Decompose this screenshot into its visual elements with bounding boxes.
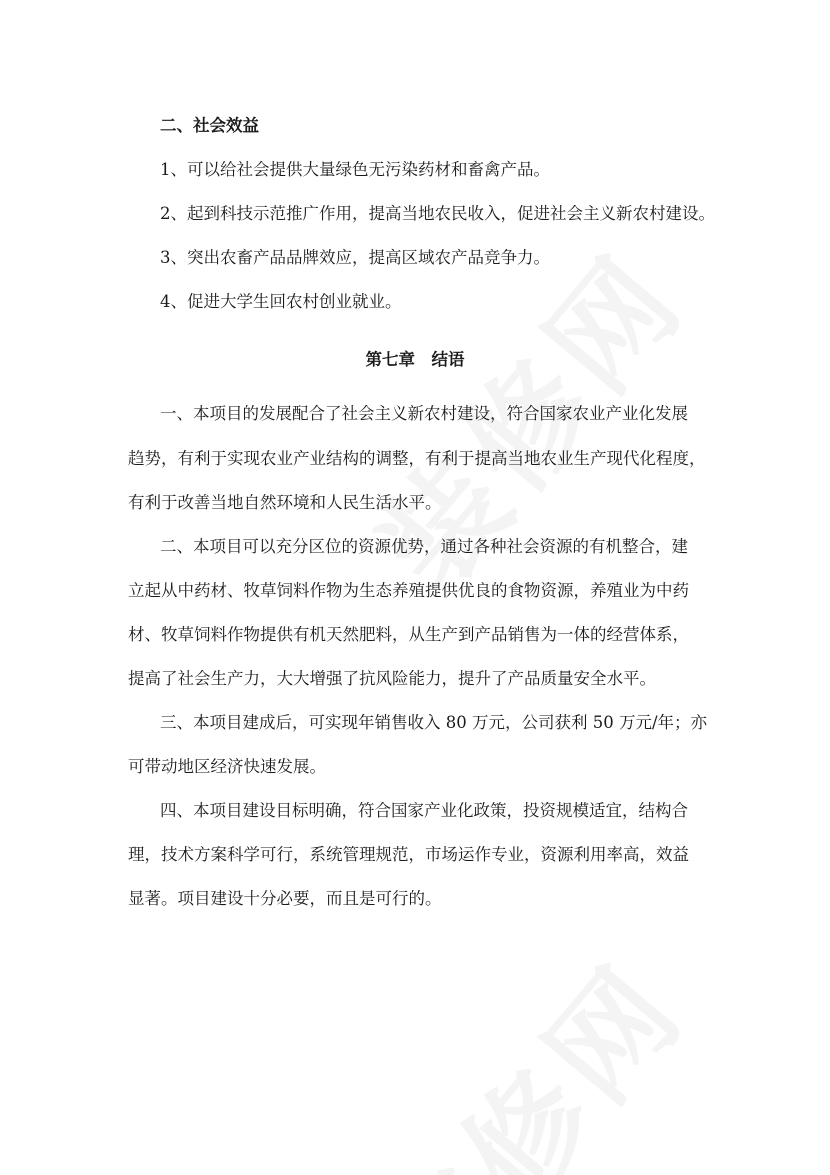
paragraph-line: 二、本项目可以充分区位的资源优势，通过各种社会资源的有机整合，建 (160, 537, 688, 556)
watermark (334, 921, 716, 1175)
paragraph-line: 三、本项目建成后，可实现年销售收入 80 万元，公司获利 50 万元/年；亦 (160, 713, 708, 732)
section-heading: 二、社会效益 (160, 116, 259, 135)
paragraph-line: 有利于改善当地自然环境和人民生活水平。 (128, 493, 442, 512)
paragraph-line: 提高了社会生产力，大大增强了抗风险能力，提升了产品质量安全水平。 (128, 669, 656, 688)
chapter-title: 第七章 结语 (365, 350, 465, 369)
paragraph-line: 可带动地区经济快速发展。 (128, 757, 326, 776)
paragraph-line: 材、牧草饲料作物提供有机天然肥料，从生产到产品销售为一体的经营体系， (128, 625, 689, 644)
paragraph-line: 理，技术方案科学可行，系统管理规范，市场运作专业，资源利用率高，效益 (128, 845, 689, 864)
benefit-item: 4、促进大学生回农村创业就业。 (160, 292, 402, 311)
paragraph-line: 显著。项目建设十分必要，而且是可行的。 (128, 889, 442, 908)
paragraph-line: 四、本项目建设目标明确，符合国家产业化政策，投资规模适宜，结构合 (160, 801, 688, 820)
benefit-item: 2、起到科技示范推广作用，提高当地农民收入，促进社会主义新农村建设。 (160, 204, 715, 223)
benefit-item: 3、突出农畜产品品牌效应，提高区域农产品竞争力。 (160, 248, 550, 267)
paragraph-line: 趋势，有利于实现农业产业结构的调整，有利于提高当地农业生产现代化程度， (128, 449, 706, 468)
paragraph-line: 立起从中药材、牧草饲料作物为生态养殖提供优良的食物资源，养殖业为中药 (128, 581, 689, 600)
benefit-item: 1、可以给社会提供大量绿色无污染药材和畜禽产品。 (160, 160, 550, 179)
paragraph-line: 一、本项目的发展配合了社会主义新农村建设，符合国家农业产业化发展 (160, 404, 688, 423)
